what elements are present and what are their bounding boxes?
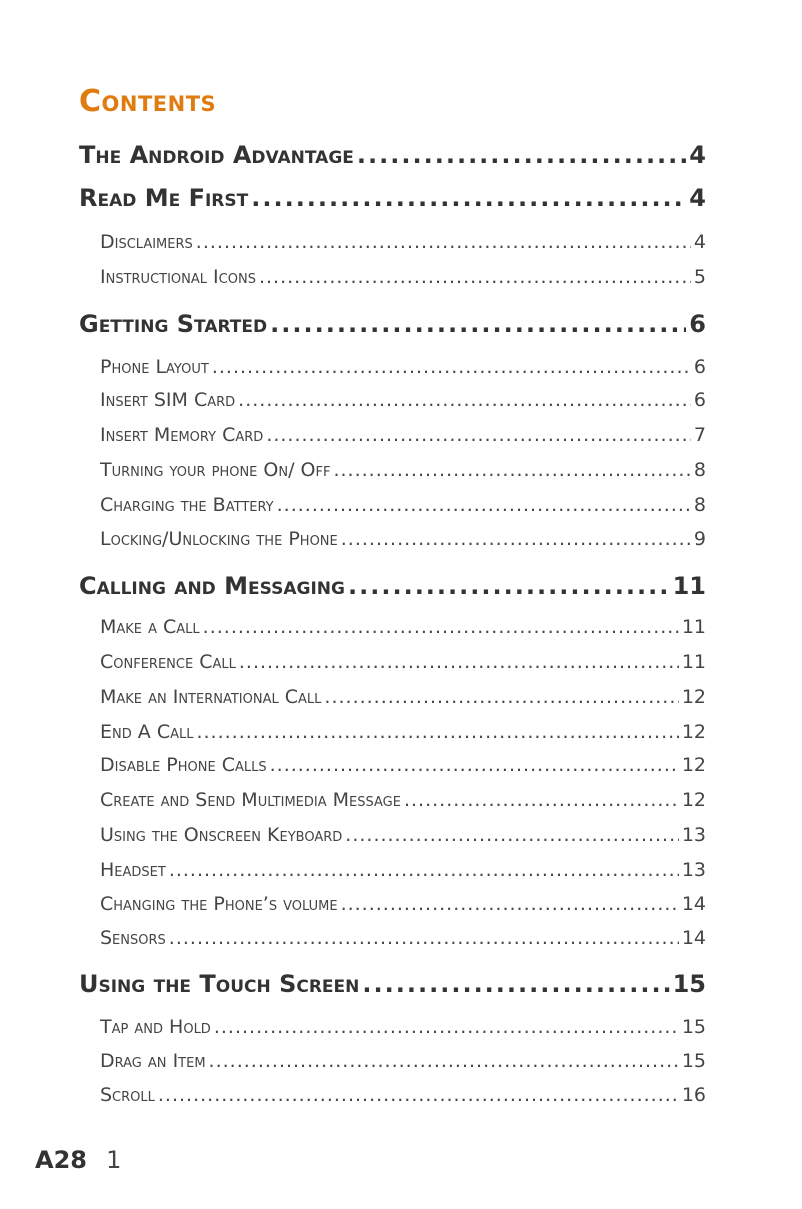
- toc-entry-page: 12: [681, 754, 706, 776]
- toc-entry-page: 12: [681, 686, 706, 708]
- toc-entry-page: 12: [681, 789, 706, 811]
- toc-section[interactable]: [100, 616, 706, 638]
- toc-section[interactable]: [100, 1016, 706, 1038]
- toc-chapter[interactable]: [79, 572, 706, 600]
- toc-leader-dots: [169, 859, 679, 881]
- toc-section[interactable]: [100, 927, 706, 949]
- toc-entry-page: 13: [681, 824, 706, 846]
- toc-entry-page: 8: [693, 494, 706, 516]
- toc-entry-label: Read Me First: [79, 184, 249, 212]
- toc-leader-dots: [214, 1016, 679, 1038]
- toc-section[interactable]: [100, 651, 706, 673]
- toc-entry-label: Using the Onscreen Keyboard: [100, 824, 343, 846]
- toc-entry-label: End A Call: [100, 721, 194, 743]
- toc-chapter[interactable]: [79, 970, 706, 998]
- toc-leader-dots: [341, 528, 691, 550]
- toc-entry-label: Make an International Call: [100, 686, 322, 708]
- page-number: 1: [106, 1146, 122, 1174]
- model-name: A28: [35, 1146, 87, 1174]
- toc-section[interactable]: [100, 824, 706, 846]
- toc-section[interactable]: [100, 231, 706, 253]
- toc-leader-dots: [357, 141, 686, 169]
- toc-entry-label: Disclaimers: [100, 231, 193, 253]
- toc-entry-label: Drag an Item: [100, 1050, 206, 1072]
- toc-chapter[interactable]: [79, 141, 706, 169]
- toc-leader-dots: [238, 389, 691, 411]
- toc-section[interactable]: [100, 424, 706, 446]
- toc-leader-dots: [333, 459, 690, 481]
- toc-entry-label: Make a Call: [100, 616, 200, 638]
- toc-leader-dots: [239, 651, 679, 673]
- toc-section[interactable]: [100, 356, 706, 378]
- toc-entry-page: 4: [689, 141, 706, 169]
- toc-leader-dots: [345, 824, 679, 846]
- toc-leader-dots: [212, 356, 691, 378]
- toc-entry-page: 15: [681, 1050, 706, 1072]
- toc-entry-page: 4: [689, 184, 706, 212]
- page-title: Contents: [79, 84, 217, 119]
- toc-section[interactable]: [100, 1050, 706, 1072]
- toc-entry-page: 8: [693, 459, 706, 481]
- toc-entry-page: 15: [681, 1016, 706, 1038]
- toc-entry-page: 12: [681, 721, 706, 743]
- toc-entry-label: Tap and Hold: [100, 1016, 211, 1038]
- toc-leader-dots: [158, 1084, 679, 1106]
- page-footer: [35, 1146, 121, 1174]
- toc-entry-label: Insert SIM Card: [100, 389, 236, 411]
- toc-section[interactable]: [100, 789, 706, 811]
- toc-section[interactable]: [100, 754, 706, 776]
- toc-entry-label: Charging the Battery: [100, 494, 274, 516]
- toc-leader-dots: [203, 616, 679, 638]
- toc-entry-label: Locking/Unlocking the Phone: [100, 528, 338, 550]
- toc-entry-label: Instructional Icons: [100, 266, 256, 288]
- toc-entry-label: Phone Layout: [100, 356, 209, 378]
- toc-entry-page: 5: [693, 266, 706, 288]
- toc-leader-dots: [277, 494, 691, 516]
- toc-leader-dots: [209, 1050, 679, 1072]
- toc-entry-page: 6: [693, 356, 706, 378]
- toc-leader-dots: [169, 927, 679, 949]
- toc-entry-page: 14: [681, 927, 706, 949]
- toc-entry-label: Changing the Phone’s volume: [100, 893, 338, 915]
- toc-leader-dots: [362, 970, 669, 998]
- toc-entry-label: Getting Started: [79, 310, 268, 338]
- toc-leader-dots: [404, 789, 679, 811]
- toc-leader-dots: [196, 231, 691, 253]
- toc-leader-dots: [251, 184, 686, 212]
- toc-entry-page: 6: [693, 389, 706, 411]
- toc-entry-page: 13: [681, 859, 706, 881]
- toc-leader-dots: [266, 424, 691, 446]
- toc-entry-page: 9: [693, 528, 706, 550]
- toc-entry-label: Conference Call: [100, 651, 236, 673]
- toc-entry-label: Calling and Messaging: [79, 572, 345, 600]
- toc-entry-page: 7: [693, 424, 706, 446]
- toc-entry-page: 14: [681, 893, 706, 915]
- toc-section[interactable]: [100, 494, 706, 516]
- toc-entry-label: Headset: [100, 859, 166, 881]
- toc-leader-dots: [270, 310, 686, 338]
- toc-entry-page: 11: [672, 572, 706, 600]
- toc-section[interactable]: [100, 389, 706, 411]
- toc-section[interactable]: [100, 459, 706, 481]
- toc-entry-label: Disable Phone Calls: [100, 754, 267, 776]
- toc-leader-dots: [259, 266, 691, 288]
- toc-chapter[interactable]: [79, 310, 706, 338]
- toc-section[interactable]: [100, 1084, 706, 1106]
- toc-leader-dots: [348, 572, 670, 600]
- toc-section[interactable]: [100, 721, 706, 743]
- toc-section[interactable]: [100, 859, 706, 881]
- toc-section[interactable]: [100, 528, 706, 550]
- toc-entry-page: 4: [693, 231, 706, 253]
- toc-entry-label: Sensors: [100, 927, 166, 949]
- toc-leader-dots: [324, 686, 678, 708]
- toc-entry-label: Using the Touch Screen: [79, 970, 360, 998]
- toc-entry-page: 11: [681, 651, 706, 673]
- toc-entry-label: Create and Send Multimedia Message: [100, 789, 401, 811]
- toc-leader-dots: [270, 754, 679, 776]
- toc-entry-page: 16: [681, 1084, 706, 1106]
- toc-entry-page: 11: [681, 616, 706, 638]
- toc-entry-label: Insert Memory Card: [100, 424, 264, 446]
- toc-entry-label: The Android Advantage: [79, 141, 354, 169]
- toc-leader-dots: [196, 721, 678, 743]
- toc-chapter[interactable]: [79, 184, 706, 212]
- toc-entry-label: Turning your phone On/ Off: [100, 459, 331, 481]
- toc-section[interactable]: [100, 893, 706, 915]
- toc-section[interactable]: [100, 686, 706, 708]
- toc-entry-page: 6: [689, 310, 706, 338]
- toc-leader-dots: [341, 893, 679, 915]
- toc-entry-label: Scroll: [100, 1084, 155, 1106]
- toc-entry-page: 15: [672, 970, 706, 998]
- toc-section[interactable]: [100, 266, 706, 288]
